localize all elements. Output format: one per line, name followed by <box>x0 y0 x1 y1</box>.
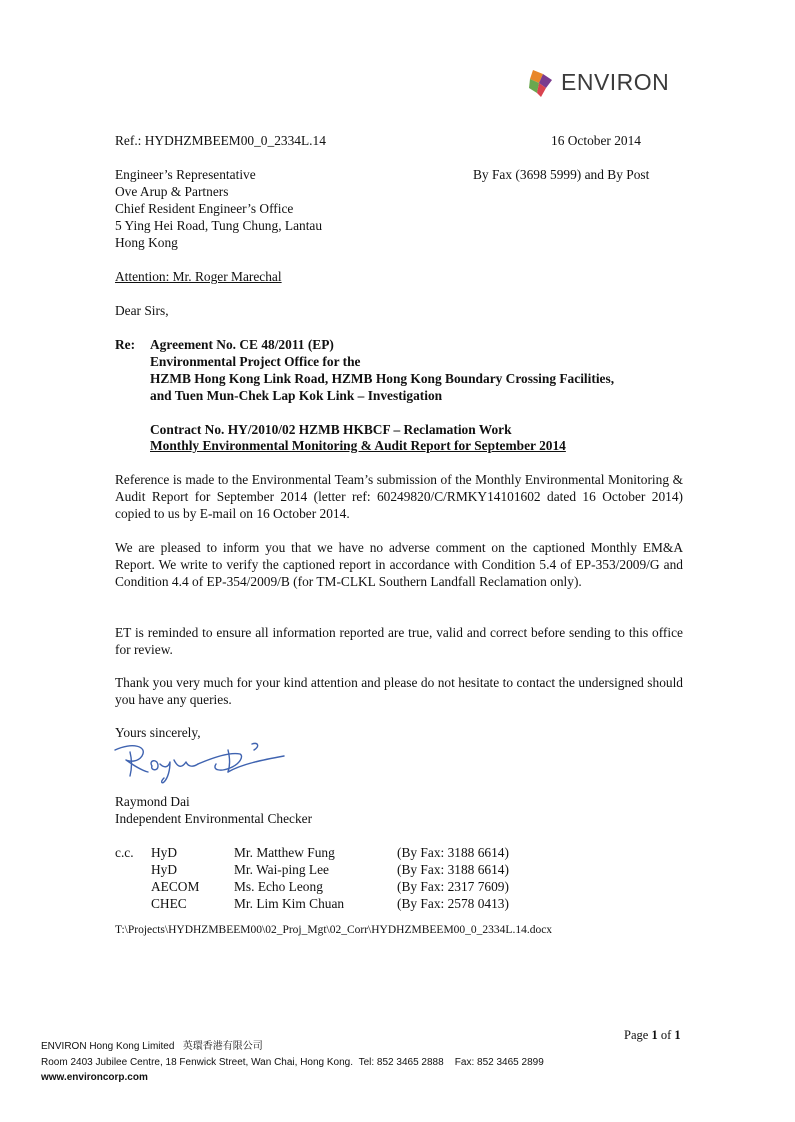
page-current: 1 <box>651 1028 658 1042</box>
environ-logo-icon <box>524 66 558 100</box>
page-total: 1 <box>674 1028 681 1042</box>
recipient-line: Engineer’s Representative <box>115 167 256 182</box>
cc-fax: (By Fax: 3188 6614) <box>397 845 509 860</box>
report-title: Monthly Environmental Monitoring & Audit Report for September 2014 <box>150 438 566 453</box>
body-paragraph: Thank you very much for your kind attention and please do not hesitate to contact the undersigned should you have any queries. <box>115 675 683 708</box>
signature <box>112 738 287 786</box>
subject-re-label: Re: <box>115 337 136 352</box>
footer-website[interactable]: www.environcorp.com <box>41 1072 148 1083</box>
recipient-line: Ove Arup & Partners <box>115 184 229 199</box>
subject-line: Environmental Project Office for the <box>150 354 361 369</box>
signatory-title: Independent Environmental Checker <box>115 811 313 826</box>
recipient-line: Chief Resident Engineer’s Office <box>115 201 294 216</box>
cc-fax: (By Fax: 2317 7609) <box>397 879 509 894</box>
environ-logo <box>524 66 674 102</box>
footer-address-text: Room 2403 Jubilee Centre, 18 Fenwick Street, Wan Chai, Hong Kong. <box>41 1057 354 1068</box>
cc-person: Ms. Echo Leong <box>234 879 323 894</box>
body-paragraph: Reference is made to the Environmental Team’s submission of the Monthly Environmental Monitoring & Audit Report for September 2014 (letter ref: 60249820/C/RMKY14101602 dated 16 October 2014) copied to us by E-mail on 16 October 2014. <box>115 472 683 522</box>
subject-line: HZMB Hong Kong Link Road, HZMB Hong Kong Boundary Crossing Facilities, <box>150 371 615 386</box>
reference-number: Ref.: HYDHZMBEEM00_0_2334L.14 <box>115 133 326 148</box>
page-number <box>624 1027 681 1044</box>
subject-line: Agreement No. CE 48/2011 (EP) <box>150 337 334 352</box>
cc-person: Mr. Matthew Fung <box>234 845 335 860</box>
footer-company <box>41 1038 263 1055</box>
delivery-method: By Fax (3698 5999) and By Post <box>473 167 650 182</box>
body-paragraph: ET is reminded to ensure all information reported are true, valid and correct before sending to this office for review. <box>115 625 683 658</box>
recipient-line: 5 Ying Hei Road, Tung Chung, Lantau <box>115 218 323 233</box>
body-paragraph: We are pleased to inform you that we have no adverse comment on the captioned Monthly EM&A Report. We write to verify the captioned report in accordance with Condition 5.4 of EP-353/2009/G and Condition 4.4 of EP-354/2009/B (for TM-CLKL Southern Landfall Reclamation only). <box>115 540 683 590</box>
cc-fax: (By Fax: 3188 6614) <box>397 862 509 877</box>
footer-fax: Fax: 852 3465 2899 <box>454 1057 544 1068</box>
page-of: of <box>660 1028 672 1042</box>
footer-company-name: ENVIRON Hong Kong Limited <box>41 1041 175 1052</box>
page-label: Page <box>624 1028 649 1042</box>
contract-line: Contract No. HY/2010/02 HZMB HKBCF – Reclamation Work <box>150 422 512 437</box>
attention-line: Attention: Mr. Roger Marechal <box>115 269 282 284</box>
closing: Yours sincerely, <box>115 725 201 740</box>
recipient-line: Hong Kong <box>115 235 178 250</box>
cc-org: CHEC <box>151 896 187 911</box>
cc-person: Mr. Lim Kim Chuan <box>234 896 345 911</box>
file-path: T:\Projects\HYDHZMBEEM00\02_Proj_Mgt\02_Corr\HYDHZMBEEM00_0_2334L.14.docx <box>115 924 553 936</box>
cc-label: c.c. <box>115 845 134 860</box>
cc-person: Mr. Wai-ping Lee <box>234 862 329 877</box>
cc-org: AECOM <box>151 879 200 894</box>
salutation: Dear Sirs, <box>115 303 169 318</box>
footer-tel: Tel: 852 3465 2888 <box>358 1057 444 1068</box>
letter-date: 16 October 2014 <box>551 133 641 148</box>
environ-logo-text: ENVIRON <box>561 69 670 95</box>
footer-company-chinese: 英環香港有限公司 <box>182 1041 263 1052</box>
cc-org: HyD <box>151 862 178 877</box>
cc-org: HyD <box>151 845 178 860</box>
cc-fax: (By Fax: 2578 0413) <box>397 896 509 911</box>
subject-line: and Tuen Mun-Chek Lap Kok Link – Investigation <box>150 388 443 403</box>
signatory-name: Raymond Dai <box>115 794 190 809</box>
